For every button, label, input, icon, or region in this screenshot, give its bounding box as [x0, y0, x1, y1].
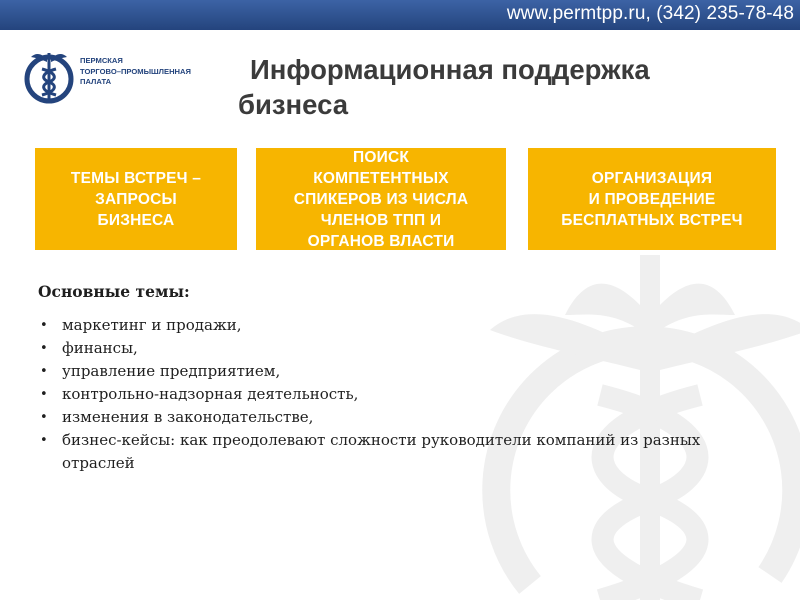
- speaker-search-box: [256, 148, 506, 250]
- page-title: [238, 52, 758, 122]
- top-banner: [0, 0, 800, 30]
- free-meetings-box: [528, 148, 776, 250]
- list-item: • изменения в законодательстве,: [38, 406, 758, 429]
- logo-line: ПЕРМСКАЯ: [80, 56, 123, 65]
- list-item: • контрольно-надзорная деятельность,: [38, 383, 758, 406]
- box-label: ОРГАНИЗАЦИЯ И ПРОВЕДЕНИЕ БЕСПЛАТНЫХ ВСТРЕЧ: [561, 169, 743, 229]
- chamber-logo: [20, 40, 210, 110]
- logo-text: [80, 56, 220, 88]
- logo-line: ПАЛАТА: [80, 77, 112, 86]
- topics-requests-box: [35, 148, 237, 250]
- topics-list: [38, 314, 758, 475]
- box-label: ТЕМЫ ВСТРЕЧ – ЗАПРОСЫ БИЗНЕСА: [70, 169, 202, 229]
- box-label: ПОИСК КОМПЕТЕНТНЫХ СПИКЕРОВ ИЗ ЧИСЛА ЧЛЕНОВ ТПП И ОРГАНОВ ВЛАСТИ: [293, 148, 469, 250]
- list-item: • финансы,: [38, 337, 758, 360]
- list-item: • управление предприятием,: [38, 360, 758, 383]
- logo-line: ТОРГОВО–ПРОМЫШЛЕННАЯ: [80, 66, 191, 76]
- page-title-line-2: бизнеса: [238, 89, 349, 120]
- list-item: • маркетинг и продажи,: [38, 314, 758, 337]
- caduceus-emblem-icon: [23, 47, 75, 107]
- page-title-line-1: Информационная поддержка: [250, 54, 650, 85]
- contact-info: www.permtpp.ru, (342) 235-78-48: [506, 3, 794, 24]
- list-item: • бизнес-кейсы: как преодолевают сложности руководители компаний из разных отраслей: [38, 429, 758, 475]
- topics-heading: Основные темы:: [38, 282, 190, 301]
